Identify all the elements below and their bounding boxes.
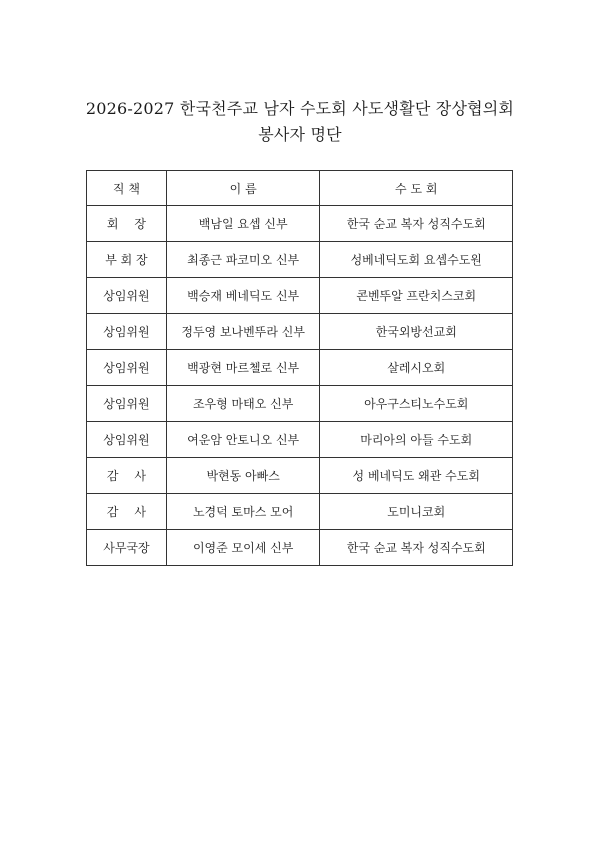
name-cell: 백승재 베네딕도 신부 — [166, 278, 320, 314]
title-line-1: 2026-2027 한국천주교 남자 수도회 사도생활단 장상협의회 — [85, 99, 515, 118]
table-row — [87, 530, 513, 566]
name-cell: 최종근 파코미오 신부 — [166, 242, 320, 278]
header-order: 수 도 회 — [320, 171, 513, 206]
order-cell: 도미니코회 — [320, 494, 513, 530]
order-cell: 성베네딕도회 요셉수도원 — [320, 242, 513, 278]
order-cell: 한국외방선교회 — [320, 314, 513, 350]
order-cell: 콘벤뚜알 프란치스코회 — [320, 278, 513, 314]
header-role: 직 책 — [87, 171, 167, 206]
role-cell: 부 회 장 — [87, 242, 167, 278]
name-cell: 조우형 마태오 신부 — [166, 386, 320, 422]
role-cell: 상임위원 — [87, 314, 167, 350]
table-row — [87, 314, 513, 350]
table-row — [87, 386, 513, 422]
table-row — [87, 206, 513, 242]
order-cell: 한국 순교 복자 성직수도회 — [320, 206, 513, 242]
name-cell: 여운암 안토니오 신부 — [166, 422, 320, 458]
order-cell: 한국 순교 복자 성직수도회 — [320, 530, 513, 566]
header-name: 이 름 — [166, 171, 320, 206]
name-cell: 이영준 모이세 신부 — [166, 530, 320, 566]
title-line-2: 봉사자 명단 — [258, 125, 342, 144]
order-cell: 마리아의 아들 수도회 — [320, 422, 513, 458]
table-row — [87, 350, 513, 386]
name-cell: 백남일 요셉 신부 — [166, 206, 320, 242]
role-cell: 감 사 — [87, 458, 167, 494]
table-row — [87, 278, 513, 314]
order-cell: 성 베네딕도 왜관 수도회 — [320, 458, 513, 494]
table-row — [87, 494, 513, 530]
name-cell: 백광현 마르첼로 신부 — [166, 350, 320, 386]
role-cell: 상임위원 — [87, 350, 167, 386]
volunteer-roster-table — [86, 170, 513, 566]
name-cell: 노경덕 토마스 모어 — [166, 494, 320, 530]
role-cell: 회 장 — [87, 206, 167, 242]
table-row — [87, 458, 513, 494]
table-header-row — [87, 171, 513, 206]
table-body — [87, 206, 513, 566]
name-cell: 정두영 보나벤뚜라 신부 — [166, 314, 320, 350]
name-cell: 박현동 아빠스 — [166, 458, 320, 494]
order-cell: 살레시오회 — [320, 350, 513, 386]
order-cell: 아우구스티노수도회 — [320, 386, 513, 422]
table-row — [87, 242, 513, 278]
role-cell: 사무국장 — [87, 530, 167, 566]
table-row — [87, 422, 513, 458]
role-cell: 상임위원 — [87, 386, 167, 422]
document-title — [0, 96, 600, 148]
role-cell: 상임위원 — [87, 278, 167, 314]
role-cell: 상임위원 — [87, 422, 167, 458]
role-cell: 감 사 — [87, 494, 167, 530]
